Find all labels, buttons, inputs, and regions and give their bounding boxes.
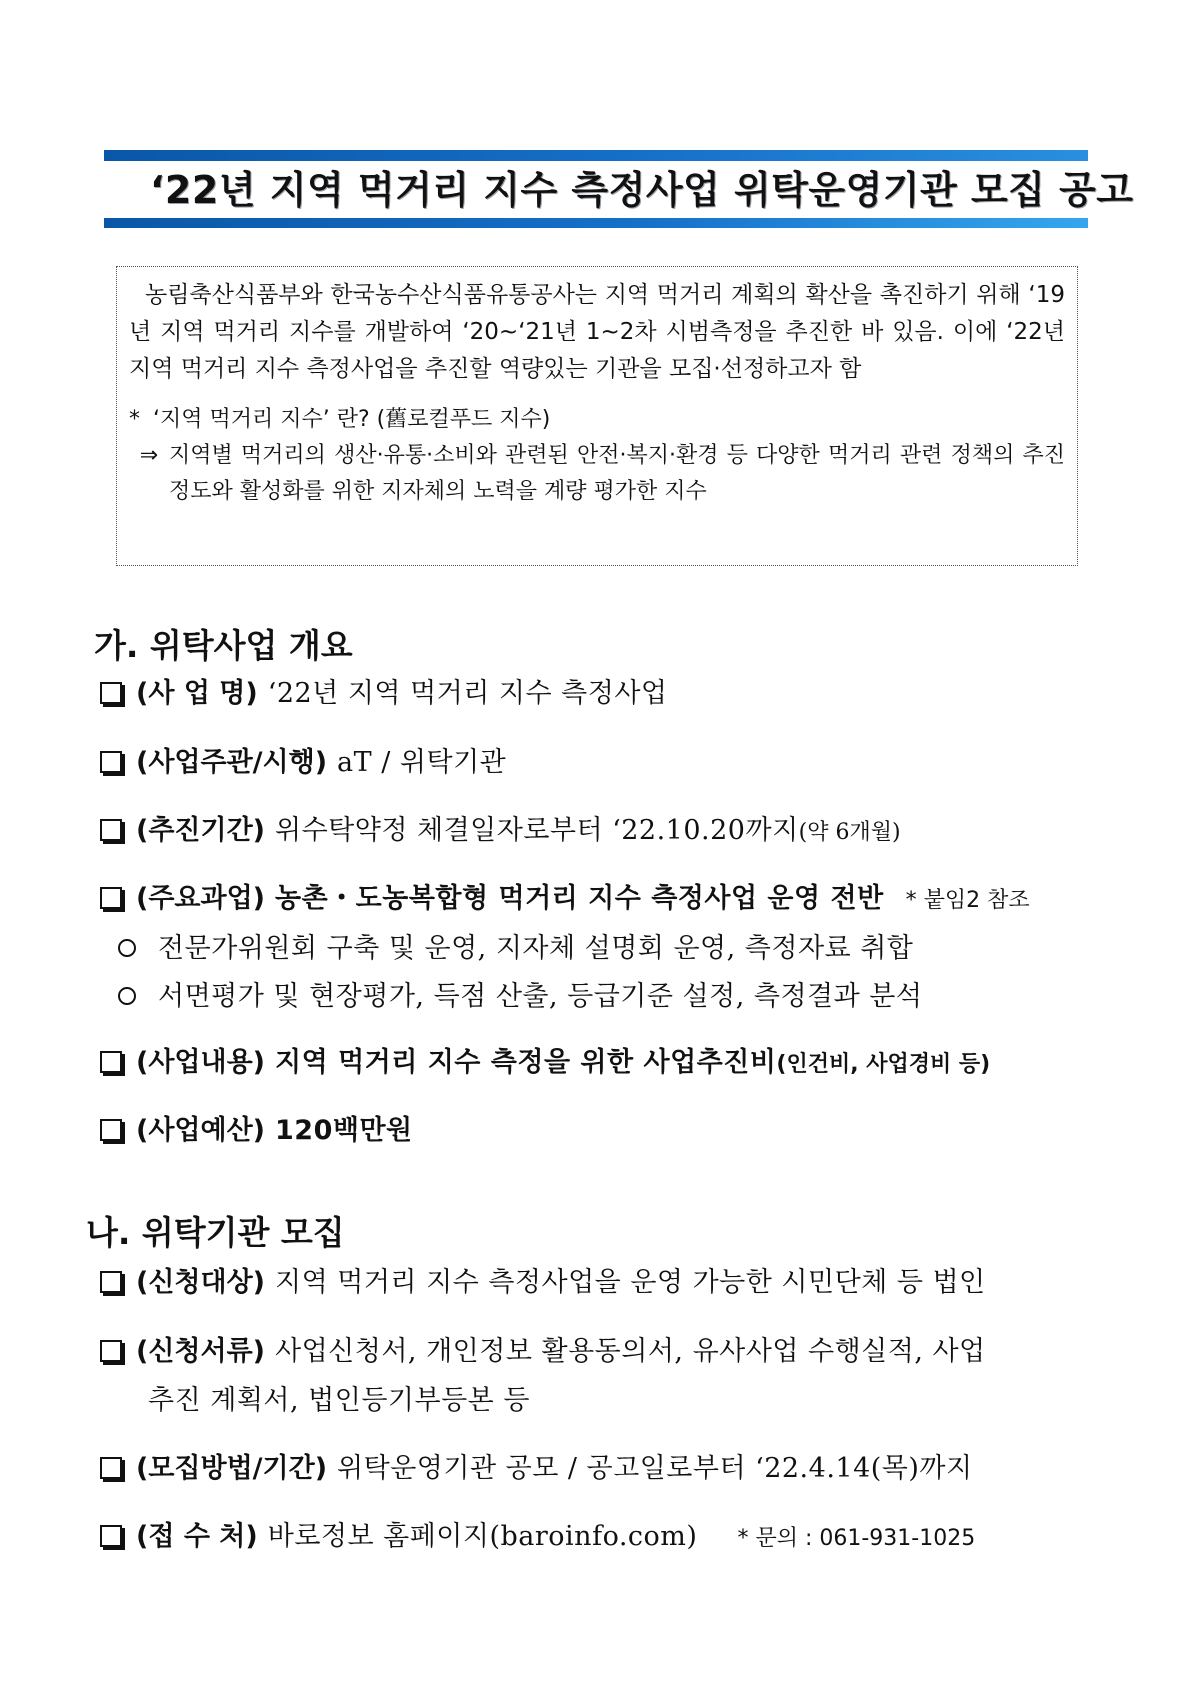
- sub-item: [118, 929, 913, 969]
- note-title-row: [129, 402, 1065, 438]
- contact-info: * 문의 : 061-931-1025: [737, 1526, 976, 1551]
- circle-bullet-icon: [118, 939, 136, 957]
- intro-box: [116, 266, 1078, 566]
- item-label: (신청대상): [136, 1267, 266, 1298]
- item-documents-continuation: 추진 계획서, 법인등기부등본 등: [148, 1385, 530, 1416]
- intro-paragraph-text: 농림축산식품부와 한국농수산식품유통공사는 지역 먹거리 계획의 확산을 촉진하기 위해 ‘19년 지역 먹거리 지수를 개발하여 ‘20~‘21년 1~2차 시범측정을 추진한 바 있음. 이에 ‘22년 지역 먹거리 지수 측정사업을 추진할 역량있는 기관을 모집·선정하고자 함: [129, 282, 1065, 382]
- checkbox-icon: [100, 1119, 122, 1141]
- item-text: 위수탁약정 체결일자로부터 ‘22.10.20까지: [275, 815, 799, 846]
- item-period: [98, 811, 1098, 853]
- item-label: (사 업 명): [136, 678, 258, 709]
- page-title: ‘22년 지역 먹거리 지수 측정사업 위탁운영기관 모집 공고: [150, 168, 1134, 212]
- item-content: [98, 1043, 1098, 1085]
- note-definition: 지역별 먹거리의 생산·유통·소비와 관련된 안전·복지·환경 등 다양한 먹거리 관련 정책의 추진 정도와 활성화를 위한 지자체의 노력을 계량 평가한 지수: [169, 443, 1065, 504]
- title-bar-top: [104, 150, 1088, 161]
- intro-note: [129, 402, 1065, 510]
- item-budget: [98, 1111, 1098, 1151]
- item-label: (추진기간): [136, 815, 266, 846]
- item-label: (접 수 처): [136, 1521, 258, 1552]
- checkbox-icon: [100, 1457, 122, 1479]
- checkbox-icon: [100, 1340, 122, 1362]
- item-target: [98, 1263, 1098, 1303]
- item-extra: (약 6개월): [798, 820, 901, 845]
- checkbox-icon: [100, 1525, 122, 1547]
- checkbox-icon: [100, 682, 122, 704]
- item-documents: [98, 1332, 1098, 1372]
- item-business-name: [98, 674, 1098, 714]
- item-text: 120백만원: [275, 1115, 413, 1146]
- sub-item-text: 전문가위원회 구축 및 운영, 지자체 설명회 운영, 측정자료 취합: [158, 933, 914, 964]
- item-label: (사업예산): [136, 1115, 266, 1146]
- sub-item-text: 서면평가 및 현장평가, 득점 산출, 등급기준 설정, 측정결과 분석: [158, 981, 923, 1012]
- checkbox-icon: [100, 1271, 122, 1293]
- section-a-heading: 가. 위탁사업 개요: [94, 626, 353, 665]
- title-bar-bottom: [104, 218, 1088, 228]
- asterisk-mark: *: [129, 407, 140, 432]
- item-text: 사업신청서, 개인정보 활용동의서, 유사사업 수행실적, 사업: [275, 1336, 986, 1367]
- item-text: aT / 위탁기관: [337, 747, 507, 778]
- item-host: [98, 743, 1098, 783]
- item-extra: (인건비, 사업경비 등): [776, 1052, 991, 1077]
- note-definition-row: [129, 438, 1065, 510]
- item-text: 지역 먹거리 지수 측정사업을 운영 가능한 시민단체 등 법인: [275, 1267, 986, 1298]
- item-text: 바로정보 홈페이지(baroinfo.com): [267, 1521, 698, 1552]
- note-title: ‘지역 먹거리 지수’ 란? (舊로컬푸드 지수): [153, 407, 551, 432]
- checkbox-icon: [100, 819, 122, 841]
- circle-bullet-icon: [118, 987, 136, 1005]
- item-main-tasks: [98, 879, 1098, 921]
- item-label: (사업내용): [136, 1047, 266, 1078]
- checkbox-icon: [100, 1051, 122, 1073]
- sub-item: [118, 977, 922, 1017]
- item-text: 지역 먹거리 지수 측정을 위한 사업추진비: [275, 1047, 777, 1078]
- item-label: (신청서류): [136, 1336, 266, 1367]
- item-text: ‘22년 지역 먹거리 지수 측정사업: [267, 678, 668, 709]
- item-label: (사업주관/시행): [136, 747, 328, 778]
- item-reception: [98, 1517, 1098, 1559]
- item-text: 농촌・도농복합형 먹거리 지수 측정사업 운영 전반: [275, 883, 884, 914]
- section-b-heading: 나. 위탁기관 모집: [86, 1213, 345, 1252]
- item-text: 위탁운영기관 공모 / 공고일로부터 ‘22.4.14(목)까지: [337, 1453, 973, 1484]
- item-method: [98, 1449, 1098, 1489]
- checkbox-icon: [100, 887, 122, 909]
- item-label: (주요과업): [136, 883, 266, 914]
- implies-arrow-icon: ⇒: [139, 443, 159, 468]
- item-note: * 붙임2 참조: [905, 888, 1030, 913]
- checkbox-icon: [100, 751, 122, 773]
- intro-paragraph: [129, 277, 1065, 388]
- item-label: (모집방법/기간): [136, 1453, 328, 1484]
